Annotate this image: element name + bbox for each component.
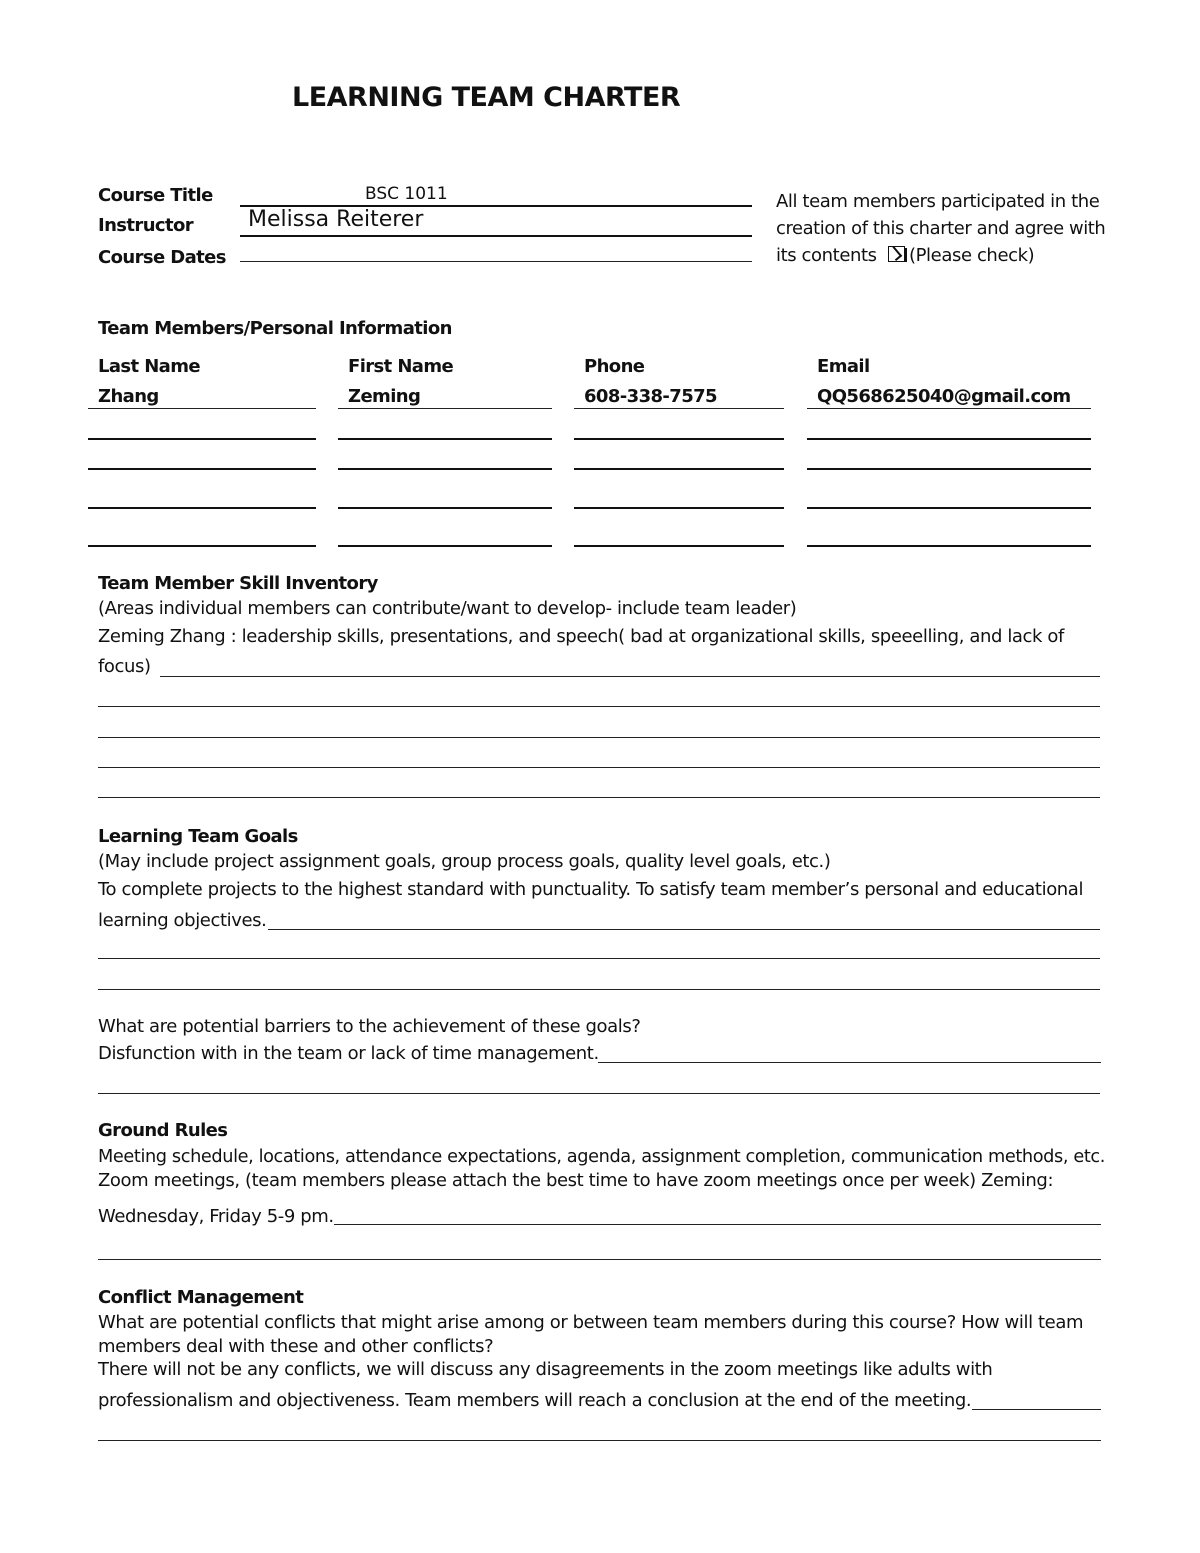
- goals-answer-line-2[interactable]: learning objectives.: [98, 910, 267, 931]
- row3-phone-line[interactable]: [574, 468, 784, 470]
- skill-underline-3: [98, 737, 1100, 738]
- course-title-field[interactable]: BSC 1011: [365, 184, 448, 204]
- member-email[interactable]: QQ568625040@gmail.com: [817, 386, 1071, 407]
- goals-heading: Learning Team Goals: [98, 826, 298, 847]
- row3-last-line[interactable]: [88, 468, 316, 470]
- row2-phone-line[interactable]: [574, 438, 784, 440]
- instructor-label: Instructor: [98, 215, 194, 236]
- goals-underline-3: [98, 989, 1100, 990]
- row5-last-line[interactable]: [88, 545, 316, 547]
- skill-inventory-heading: Team Member Skill Inventory: [98, 573, 378, 594]
- barriers-underline-2: [98, 1093, 1100, 1094]
- member-first-name[interactable]: Zeming: [348, 386, 421, 407]
- row5-email-line[interactable]: [807, 545, 1091, 547]
- ground-rules-answer-line-2[interactable]: Wednesday, Friday 5-9 pm.: [98, 1206, 334, 1227]
- skill-underline-1: [160, 676, 1100, 677]
- instructor-underline: [240, 235, 752, 237]
- goals-answer-line-1[interactable]: To complete projects to the highest standard with punctuality. To satisfy team member’s personal and educational: [98, 879, 1084, 900]
- goals-underline-1: [268, 929, 1100, 930]
- rules-underline-1: [334, 1224, 1101, 1225]
- agreement-suffix: (Please check): [908, 245, 1035, 266]
- course-dates-label: Course Dates: [98, 247, 226, 268]
- row2-email-line[interactable]: [807, 438, 1091, 440]
- conflict-underline-1: [972, 1409, 1101, 1410]
- cursor-mark: [905, 248, 907, 262]
- skill-underline-5: [98, 797, 1100, 798]
- col-last-name: Last Name: [98, 356, 200, 377]
- skill-underline-2: [98, 706, 1100, 707]
- conflict-question-line-1: What are potential conflicts that might arise among or between team members during this course? How will team: [98, 1312, 1084, 1333]
- ground-rules-heading: Ground Rules: [98, 1120, 228, 1141]
- team-members-heading: Team Members/Personal Information: [98, 318, 452, 339]
- conflict-underline-2: [98, 1440, 1101, 1441]
- skill-inventory-hint: (Areas individual members can contribute/want to develop- include team leader): [98, 598, 797, 619]
- row2-first-line[interactable]: [338, 438, 552, 440]
- row1-last-line: [88, 408, 316, 409]
- agreement-line-2: creation of this charter and agree with: [776, 218, 1106, 239]
- row1-phone-line: [574, 408, 784, 409]
- barriers-underline-1: [598, 1062, 1101, 1063]
- row5-first-line[interactable]: [338, 545, 552, 547]
- skill-answer-line-2[interactable]: focus): [98, 656, 151, 677]
- member-phone[interactable]: 608-338-7575: [584, 386, 717, 407]
- conflict-question-line-2: members deal with these and other conflicts?: [98, 1336, 494, 1357]
- row4-email-line[interactable]: [807, 507, 1091, 509]
- goals-underline-2: [98, 958, 1100, 959]
- ground-rules-hint: Meeting schedule, locations, attendance expectations, agenda, assignment completion, communication methods, etc.: [98, 1146, 1105, 1167]
- skill-answer-line-1[interactable]: Zeming Zhang : leadership skills, presentations, and speech( bad at organizational skills, speeelling, and lack of: [98, 626, 1064, 647]
- course-title-label: Course Title: [98, 185, 213, 206]
- goals-hint: (May include project assignment goals, group process goals, quality level goals, etc.): [98, 851, 831, 872]
- ground-rules-answer-line-1[interactable]: Zoom meetings, (team members please attach the best time to have zoom meetings once per week) Zeming:: [98, 1170, 1054, 1191]
- member-last-name[interactable]: Zhang: [98, 386, 159, 407]
- agreement-checkbox[interactable]: [888, 246, 905, 262]
- barriers-answer[interactable]: Disfunction with in the team or lack of time management.: [98, 1043, 599, 1064]
- row1-email-line: [807, 408, 1091, 409]
- row4-first-line[interactable]: [338, 507, 552, 509]
- course-dates-underline: [240, 261, 752, 262]
- row4-phone-line[interactable]: [574, 507, 784, 509]
- row4-last-line[interactable]: [88, 507, 316, 509]
- agreement-line-1: All team members participated in the: [776, 191, 1100, 212]
- row3-first-line[interactable]: [338, 468, 552, 470]
- skill-underline-4: [98, 767, 1100, 768]
- conflict-answer-line-1[interactable]: There will not be any conflicts, we will discuss any disagreements in the zoom meetings like adults with: [98, 1359, 993, 1380]
- conflict-answer-line-2[interactable]: professionalism and objectiveness. Team members will reach a conclusion at the end of the meeting.: [98, 1390, 972, 1411]
- agreement-prefix: its contents: [776, 245, 877, 266]
- row1-first-line: [338, 408, 552, 409]
- row5-phone-line[interactable]: [574, 545, 784, 547]
- row3-email-line[interactable]: [807, 468, 1091, 470]
- col-first-name: First Name: [348, 356, 454, 377]
- col-email: Email: [817, 356, 870, 377]
- agreement-line-3: [776, 245, 1034, 266]
- instructor-field[interactable]: Melissa Reiterer: [248, 207, 424, 232]
- rules-underline-2: [98, 1259, 1101, 1260]
- barriers-question: What are potential barriers to the achievement of these goals?: [98, 1016, 641, 1037]
- conflict-heading: Conflict Management: [98, 1287, 304, 1308]
- page-title: LEARNING TEAM CHARTER: [292, 82, 681, 113]
- row2-last-line[interactable]: [88, 438, 316, 440]
- col-phone: Phone: [584, 356, 645, 377]
